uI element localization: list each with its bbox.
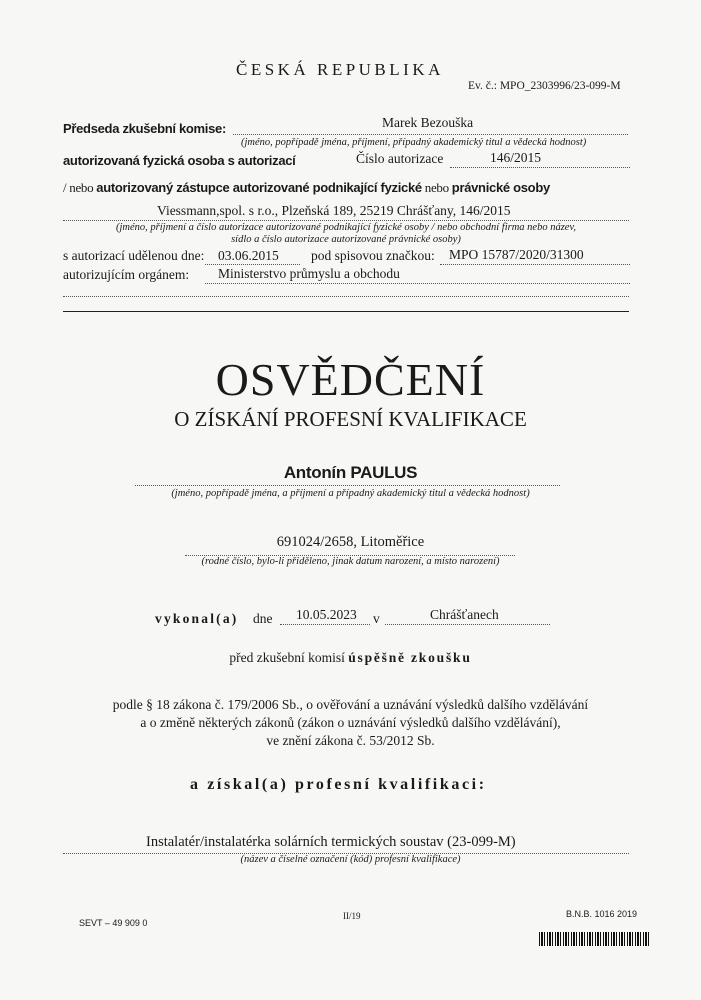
certificate-subtitle: O ZÍSKÁNÍ PROFESNÍ KVALIFIKACE	[174, 407, 527, 431]
committee-line-prefix: před zkušební komisí	[229, 650, 349, 665]
exam-place: Chrášťanech	[430, 607, 499, 622]
certificate-title: OSVĚDČENÍ	[215, 354, 486, 405]
holder-hint: (jméno, popřípadě jména, a příjmení a případný akademický titul a vědecká hodnost)	[171, 488, 530, 499]
performed-label: vykonal(a)	[155, 611, 239, 626]
holder-dotted-line	[135, 485, 560, 486]
authority-dotted-line	[205, 283, 630, 284]
chair-name: Marek Bezouška	[382, 115, 474, 130]
authorization-dotted-line	[450, 167, 630, 168]
authorization-number-label: Číslo autorizace	[356, 151, 444, 166]
or-prefix: / nebo	[63, 180, 97, 195]
country-heading: ČESKÁ REPUBLIKA	[236, 60, 444, 79]
birth-hint: (rodné číslo, bylo-li přiděleno, jinak datum narození, a místo narození)	[201, 556, 500, 567]
chair-label: Předseda zkušební komise:	[63, 121, 227, 136]
qualification-value: Instalatér/instalatérka solárních termických soustav (23-099-M)	[146, 834, 516, 850]
file-number: MPO 15787/2020/31300	[449, 247, 584, 262]
exam-place-dotted-line	[385, 624, 550, 625]
committee-line	[0, 650, 701, 666]
in-word: v	[373, 611, 380, 626]
entity-hint-2: sídlo a číslo autorizace autorizované právnické osoby)	[231, 234, 461, 245]
entity-dotted-line	[63, 220, 629, 221]
evidence-number: Ev. č.: MPO_2303996/23-099-M	[468, 80, 621, 92]
representative-label: autorizovaný zástupce autorizované podnikající fyzické	[96, 180, 422, 195]
law-line-1: podle § 18 zákona č. 179/2006 Sb., o ověřování a uznávání výsledků dalšího vzdělávání	[112, 697, 589, 712]
page-number: II/19	[343, 911, 361, 921]
separator-rule	[63, 311, 629, 312]
obtained-label: a získal(a) profesní kvalifikaci:	[190, 776, 487, 793]
granted-label: s autorizací udělenou dne:	[63, 248, 205, 263]
authority-label: autorizujícím orgánem:	[63, 267, 190, 282]
legal-entity-label: právnické osoby	[451, 180, 550, 195]
law-line-2: a o změně některých zákonů (zákon o uznávání výsledků dalšího vzdělávání),	[140, 715, 561, 730]
representative-line	[63, 180, 550, 196]
exam-date: 10.05.2023	[296, 607, 357, 622]
file-label: pod spisovou značkou:	[311, 248, 435, 263]
authorized-person-label: autorizovaná fyzická osoba s autorizací	[63, 153, 296, 168]
authorization-number: 146/2015	[490, 150, 542, 165]
date-word: dne	[253, 611, 273, 626]
or-word: nebo	[421, 180, 452, 195]
qualification-hint: (název a číselné označení (kód) profesní kvalifikace)	[240, 854, 461, 865]
holder-name: Antonín PAULUS	[283, 463, 418, 482]
entity-hint-1: (jméno, příjmení a číslo autorizace autorizované podnikající fyzické osoby / nebo obchodní firma nebo název,	[116, 222, 576, 233]
bnb-code: B.N.B. 1016 2019	[566, 909, 638, 919]
separator-dotted-line	[63, 296, 629, 297]
entity-value: Viessmann,spol. s r.o., Plzeňská 189, 25219 Chrášťany, 146/2015	[157, 203, 511, 218]
barcode	[539, 932, 650, 946]
granted-dotted-line	[205, 264, 300, 265]
birth-value: 691024/2658, Litoměřice	[276, 534, 425, 550]
file-dotted-line	[440, 264, 630, 265]
law-line-3: ve znění zákona č. 53/2012 Sb.	[266, 733, 435, 748]
sevt-code: SEVT – 49 909 0	[79, 918, 148, 928]
chair-dotted-line	[233, 134, 628, 135]
committee-line-bold: úspěšně zkoušku	[348, 650, 472, 665]
chair-hint: (jméno, popřípadě jména, příjmení, případný akademický titul a vědecká hodnost)	[241, 137, 587, 148]
granted-date: 03.06.2015	[218, 248, 279, 263]
authority-value: Ministerstvo průmyslu a obchodu	[218, 266, 400, 281]
exam-date-dotted-line	[280, 624, 370, 625]
